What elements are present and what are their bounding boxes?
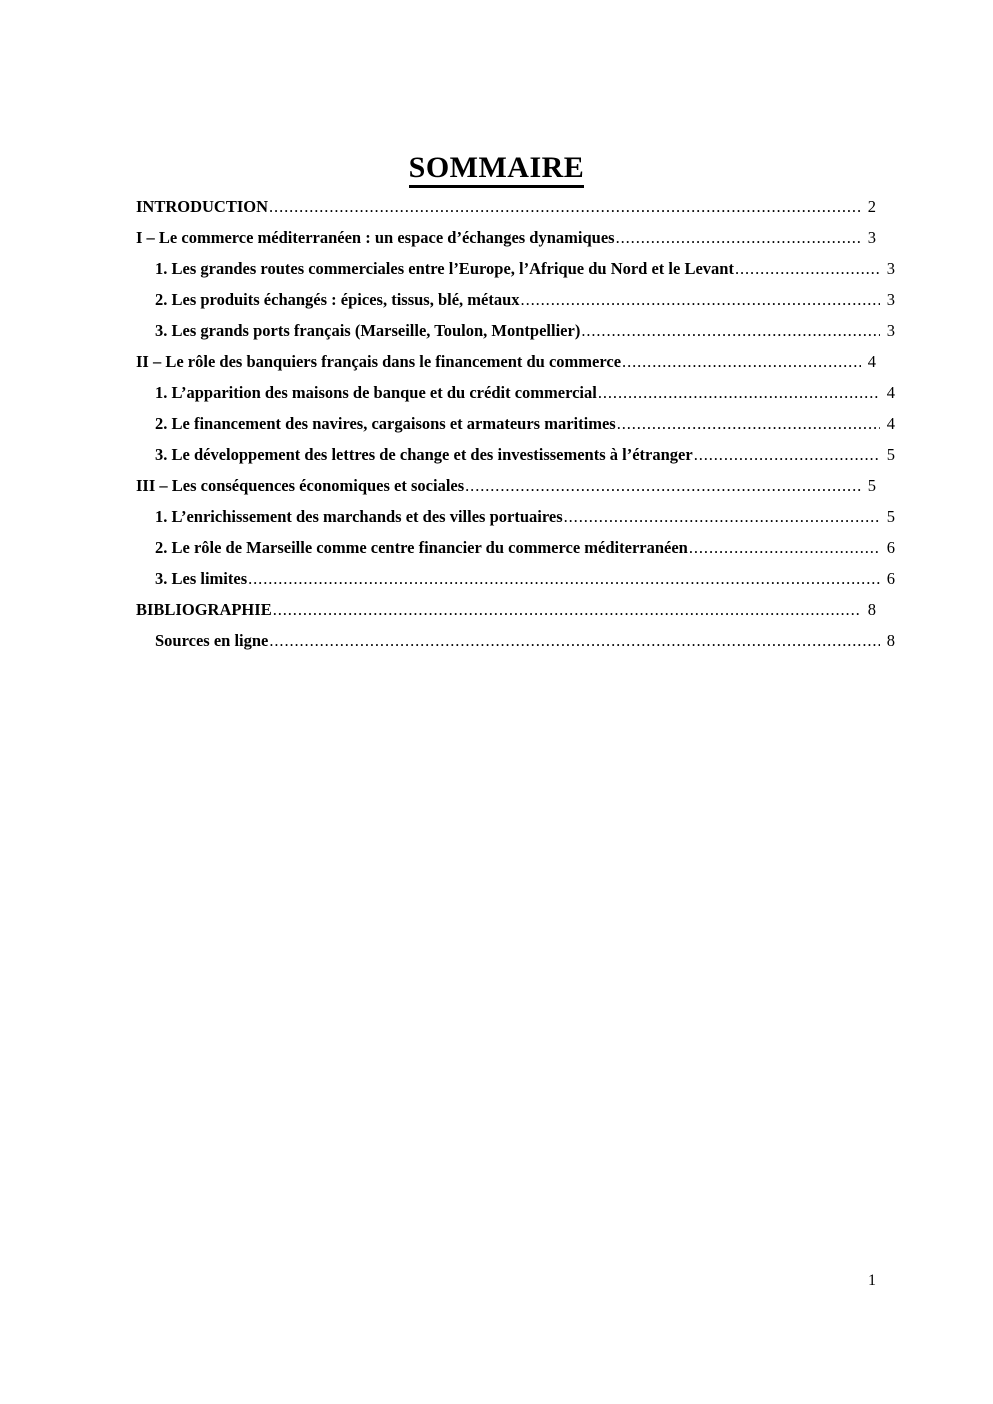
toc-entry[interactable] [136,321,895,352]
toc-entry[interactable] [136,445,895,476]
toc-leader-dots [581,321,880,341]
toc-entry-label: 3. Les limites [155,569,248,588]
page-title [0,153,993,188]
toc-entry-label: 2. Le rôle de Marseille comme centre financier du commerce méditerranéen [155,538,688,557]
toc-entry[interactable] [136,197,876,228]
toc-entry-page-number: 3 [886,290,895,309]
toc-entry-label: II – Le rôle des banquiers français dans le financement du commerce [136,352,622,371]
toc-entry-label: 1. Les grandes routes commerciales entre l’Europe, l’Afrique du Nord et le Levant [155,259,734,278]
toc-entry[interactable] [136,569,895,600]
toc-leader-dots [269,631,880,651]
toc-leader-dots [564,507,880,527]
toc-entry[interactable] [136,600,876,631]
toc-entry-page-number: 6 [886,538,895,557]
toc-leader-dots [617,414,880,434]
toc-leader-dots [616,228,861,248]
toc-leader-dots [465,476,861,496]
page-number: 1 [868,1272,876,1289]
toc-entry-page-number: 4 [886,414,895,433]
toc-entry[interactable] [136,259,895,290]
toc-entry-page-number: 3 [886,321,895,340]
toc-entry[interactable] [136,476,876,507]
toc-entry[interactable] [136,228,876,259]
toc-entry-page-number: 5 [886,507,895,526]
toc-entry-label: I – Le commerce méditerranéen : un espace d’échanges dynamiques [136,228,615,247]
toc-entry-label: 2. Les produits échangés : épices, tissus, blé, métaux [155,290,520,309]
toc-entry-page-number: 6 [886,569,895,588]
toc-leader-dots [269,197,861,217]
toc-entry-page-number: 8 [886,631,895,650]
toc-entry-page-number: 2 [867,197,876,216]
toc-entry[interactable] [136,538,895,569]
toc-entry[interactable] [136,631,895,662]
toc-leader-dots [248,569,880,589]
toc-entry-page-number: 3 [867,228,876,247]
toc-entry-label: INTRODUCTION [136,197,269,216]
toc-entry[interactable] [136,414,895,445]
toc-entry-label: Sources en ligne [155,631,269,650]
toc-leader-dots [622,352,861,372]
toc-entry-label: 1. L’apparition des maisons de banque et du crédit commercial [155,383,597,402]
toc-entry[interactable] [136,290,895,321]
toc-entry-page-number: 4 [867,352,876,371]
toc-entry-label: BIBLIOGRAPHIE [136,600,272,619]
page-title-text: SOMMAIRE [409,153,585,188]
toc-entry-page-number: 8 [867,600,876,619]
toc-entry-label: 1. L’enrichissement des marchands et des villes portuaires [155,507,563,526]
toc-leader-dots [273,600,861,620]
toc-leader-dots [735,259,880,279]
toc-entry[interactable] [136,383,895,414]
toc-leader-dots [521,290,880,310]
toc-entry-page-number: 4 [886,383,895,402]
toc-entry-page-number: 5 [867,476,876,495]
toc-leader-dots [598,383,880,403]
toc-entry-label: 3. Les grands ports français (Marseille, Toulon, Montpellier) [155,321,581,340]
toc-leader-dots [694,445,880,465]
toc-entry-page-number: 5 [886,445,895,464]
toc-entry[interactable] [136,507,895,538]
table-of-contents [136,197,895,662]
toc-entry-page-number: 3 [886,259,895,278]
toc-leader-dots [689,538,880,558]
toc-entry[interactable] [136,352,876,383]
toc-entry-label: 3. Le développement des lettres de change et des investissements à l’étranger [155,445,693,464]
toc-entry-label: 2. Le financement des navires, cargaisons et armateurs maritimes [155,414,616,433]
toc-entry-label: III – Les conséquences économiques et sociales [136,476,465,495]
